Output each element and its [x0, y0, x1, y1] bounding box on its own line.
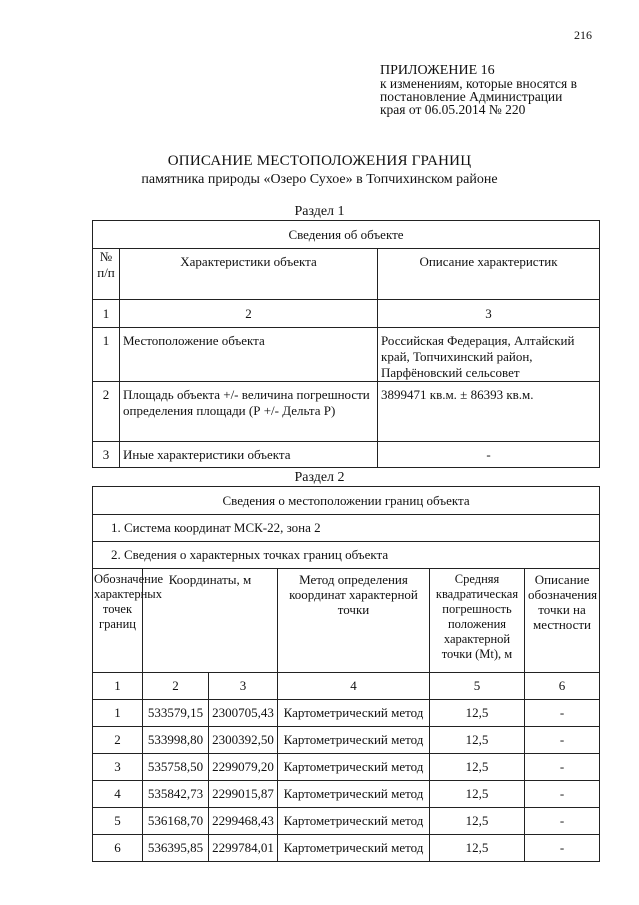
coordinate-system: 1. Система координат МСК-22, зона 2 — [93, 515, 600, 542]
point-number: 4 — [93, 781, 143, 808]
boundary-points-table — [92, 486, 600, 862]
method-cell: Картометрический метод — [278, 808, 430, 835]
landmark-cell: - — [525, 781, 600, 808]
object-info-table — [92, 220, 600, 468]
column-number: 2 — [120, 300, 378, 328]
column-header: Средняя квадратическая погрешность положения характерной точки (Mt), м — [430, 569, 525, 673]
table-title: Сведения об объекте — [93, 221, 600, 249]
points-title: 2. Сведения о характерных точках границ объекта — [93, 542, 600, 569]
table-row — [93, 442, 600, 468]
appendix-block — [380, 64, 577, 116]
column-number: 3 — [378, 300, 600, 328]
table-row — [93, 328, 600, 382]
column-header: Описание характеристик — [378, 249, 600, 300]
table-row — [93, 754, 600, 781]
coord-y: 2299468,43 — [209, 808, 278, 835]
column-header: Метод определения координат характерной точки — [278, 569, 430, 673]
landmark-cell: - — [525, 754, 600, 781]
coord-y: 2299015,87 — [209, 781, 278, 808]
table-title: Сведения о местоположении границ объекта — [93, 487, 600, 515]
error-cell: 12,5 — [430, 754, 525, 781]
coord-x: 533998,80 — [143, 727, 209, 754]
point-number: 2 — [93, 727, 143, 754]
characteristic-cell: Местоположение объекта — [120, 328, 378, 382]
coord-x: 535842,73 — [143, 781, 209, 808]
landmark-cell: - — [525, 835, 600, 862]
column-number: 1 — [93, 673, 143, 700]
coord-y: 2299784,01 — [209, 835, 278, 862]
landmark-cell: - — [525, 700, 600, 727]
section2-label: Раздел 2 — [294, 470, 345, 485]
appendix-title: ПРИЛОЖЕНИЕ 16 — [380, 63, 495, 78]
column-number: 6 — [525, 673, 600, 700]
table-row — [93, 835, 600, 862]
point-number: 5 — [93, 808, 143, 835]
table-row — [93, 781, 600, 808]
column-number: 3 — [209, 673, 278, 700]
appendix-line: края от 06.05.2014 № 220 — [380, 102, 526, 117]
landmark-cell: - — [525, 727, 600, 754]
method-cell: Картометрический метод — [278, 754, 430, 781]
appendix-line: к изменениям, которые вносятся в — [380, 76, 578, 91]
appendix-line: постановление Администрации — [380, 89, 563, 104]
method-cell: Картометрический метод — [278, 700, 430, 727]
coord-y: 2300392,50 — [209, 727, 278, 754]
column-number: 5 — [430, 673, 525, 700]
point-number: 1 — [93, 700, 143, 727]
table-row — [93, 700, 600, 727]
coord-y: 2300705,43 — [209, 700, 278, 727]
document-subtitle: памятника природы «Озеро Сухое» в Топчихинском районе — [141, 172, 498, 187]
description-cell: 3899471 кв.м. ± 86393 кв.м. — [378, 382, 600, 442]
error-cell: 12,5 — [430, 781, 525, 808]
section1-label: Раздел 1 — [294, 204, 345, 219]
row-number: 2 — [93, 382, 120, 442]
table-row — [93, 382, 600, 442]
table-row — [93, 808, 600, 835]
table-row — [93, 727, 600, 754]
characteristic-cell: Площадь объекта +/- величина погрешности определения площади (Р +/- Дельта Р) — [120, 382, 378, 442]
page-number: 216 — [574, 28, 592, 42]
method-cell: Картометрический метод — [278, 727, 430, 754]
coord-x: 535758,50 — [143, 754, 209, 781]
error-cell: 12,5 — [430, 808, 525, 835]
column-header: Обозначение характерных точек границ — [93, 569, 143, 673]
column-header: Характеристики объекта — [120, 249, 378, 300]
row-number: 3 — [93, 442, 120, 468]
point-number: 3 — [93, 754, 143, 781]
point-number: 6 — [93, 835, 143, 862]
error-cell: 12,5 — [430, 835, 525, 862]
column-number: 4 — [278, 673, 430, 700]
column-number: 1 — [93, 300, 120, 328]
column-header: Описание обозначения точки на местности — [525, 569, 600, 673]
error-cell: 12,5 — [430, 727, 525, 754]
characteristic-cell: Иные характеристики объекта — [120, 442, 378, 468]
method-cell: Картометрический метод — [278, 781, 430, 808]
description-cell: - — [378, 442, 600, 468]
coord-x: 533579,15 — [143, 700, 209, 727]
error-cell: 12,5 — [430, 700, 525, 727]
column-header: № п/п — [93, 249, 120, 300]
description-cell: Российская Федерация, Алтайский край, Топчихинский район, Парфёновский сельсовет — [378, 328, 600, 382]
coord-x: 536168,70 — [143, 808, 209, 835]
coord-y: 2299079,20 — [209, 754, 278, 781]
method-cell: Картометрический метод — [278, 835, 430, 862]
row-number: 1 — [93, 328, 120, 382]
column-number: 2 — [143, 673, 209, 700]
document-title: ОПИСАНИЕ МЕСТОПОЛОЖЕНИЯ ГРАНИЦ — [167, 153, 472, 169]
column-header: Координаты, м — [143, 569, 278, 673]
coord-x: 536395,85 — [143, 835, 209, 862]
landmark-cell: - — [525, 808, 600, 835]
